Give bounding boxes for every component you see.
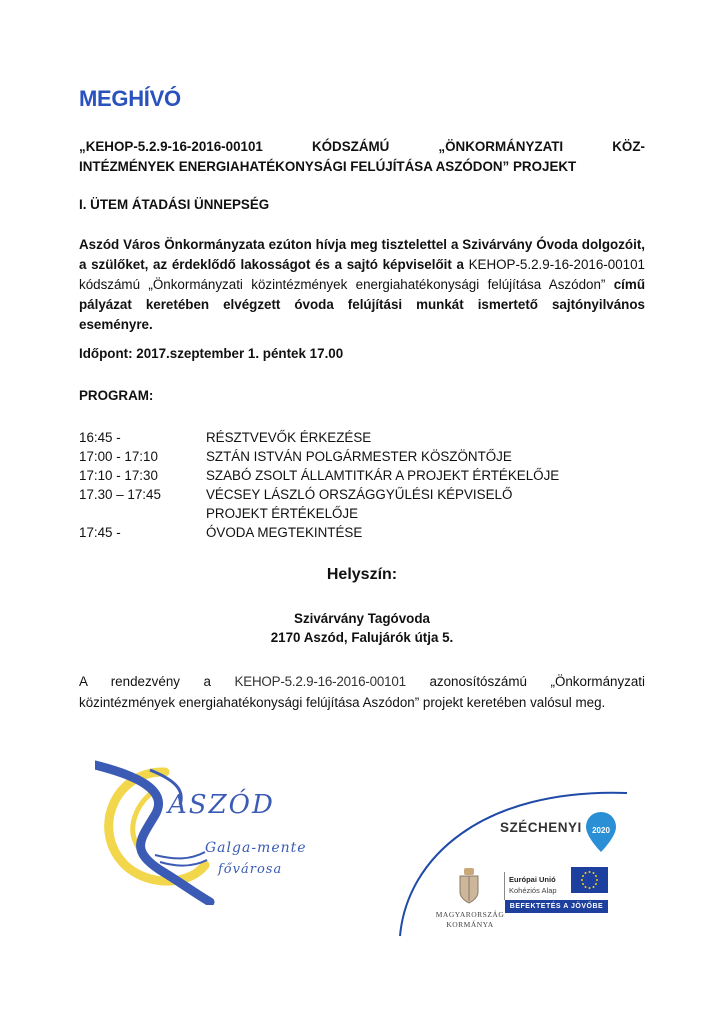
subject-part: KÓDSZÁMÚ <box>311 139 390 154</box>
program-time: 17:45 - <box>79 525 121 540</box>
program-item <box>79 447 645 466</box>
hungarian-coat-of-arms-icon <box>458 868 480 904</box>
program-desc: SZTÁN ISTVÁN POLGÁRMESTER KÖSZÖNTŐJE <box>206 449 512 464</box>
program-desc: SZABÓ ZSOLT ÁLLAMTITKÁR A PROJEKT ÉRTÉKELŐJE <box>206 468 560 483</box>
szechenyi-2020-logo <box>392 768 652 938</box>
subject-line-1 <box>79 137 645 157</box>
invitation-project-ref: KEHOP-5.2.9-16-2016-00101 kódszámú „Önkormányzati közintézmények energiahatékonysági felújítása Aszódon” <box>79 257 646 292</box>
program-item <box>79 466 645 485</box>
program-time: 17:00 - 17:10 <box>79 449 158 464</box>
program-time: 17:10 - 17:30 <box>79 468 158 483</box>
program-desc: RÉSZTVEVŐK ÉRKEZÉSE <box>206 430 372 445</box>
divider <box>504 872 505 900</box>
location-heading: Helyszín: <box>326 566 398 583</box>
page-title: MEGHÍVÓ <box>79 86 181 111</box>
program-time: 16:45 - <box>79 430 121 445</box>
subject-part: „ÖNKORMÁNYZATI <box>438 139 564 154</box>
slogan-banner: BEFEKTETÉS A JÖVŐBE <box>505 900 608 913</box>
subject-heading <box>79 137 645 177</box>
program-item <box>79 523 645 542</box>
footer-text-2: azonosítószámú „Önkormányzati közintézmények energiahatékonysági felújítása Aszódon” projekt keretében valósul meg. <box>79 674 645 710</box>
gov-line-2: KORMÁNYA <box>446 920 494 929</box>
eu-line-1: Európai Unió <box>509 875 556 884</box>
program-list <box>79 428 645 542</box>
section-heading: I. ÜTEM ÁTADÁSI ÜNNEPSÉG <box>79 197 270 212</box>
aszod-tagline-2: fővárosa <box>218 862 283 877</box>
gov-line-1: MAGYARORSZÁG <box>435 910 505 919</box>
footer-text-1: A rendezvény a <box>79 674 235 689</box>
footer-project-code: KEHOP-5.2.9-16-2016-00101 <box>234 674 406 689</box>
aszod-tagline-1: Galga-mente <box>205 840 307 856</box>
aszod-wordmark <box>168 790 275 820</box>
aszod-logo <box>95 760 330 905</box>
invitation-bold-2: című pályázat keretében elvégzett óvoda felújítási munkát ismertető sajtónyilvános eseményre. <box>79 277 645 332</box>
location-address: 2170 Aszód, Falujárók útja 5. <box>270 630 454 645</box>
szechenyi-brand: SZÉCHENYI <box>500 820 582 835</box>
event-time: Időpont: 2017.szeptember 1. péntek 17.00 <box>79 346 344 361</box>
program-heading: PROGRAM: <box>79 388 154 403</box>
location-name: Szivárvány Tagóvoda <box>294 611 430 626</box>
program-item <box>79 485 645 523</box>
program-time: 17.30 – 17:45 <box>79 487 161 502</box>
szechenyi-badge: 2020 <box>592 826 610 835</box>
subject-line-2: INTÉZMÉNYEK ENERGIAHATÉKONYSÁGI FELÚJÍTÁSA ASZÓDON” PROJEKT <box>79 159 577 174</box>
footer-paragraph <box>79 671 645 713</box>
aszod-emblem-icon <box>95 760 330 905</box>
subject-part: KÖZ- <box>612 139 645 154</box>
aszod-wordmark-text: ASZÓD <box>168 790 275 820</box>
invitation-paragraph <box>79 235 645 335</box>
subject-part: „KEHOP-5.2.9-16-2016-00101 <box>79 139 263 154</box>
invitation-bold-1: Aszód Város Önkormányzata ezúton hívja meg tisztelettel a Szivárvány Óvoda dolgozóit, a szülőket, az érdeklődő lakosságot és a sajtó képviselőit a <box>79 237 645 272</box>
eu-flag-icon <box>571 867 608 893</box>
eu-line-2: Kohéziós Alap <box>509 886 557 895</box>
program-item <box>79 428 645 447</box>
program-desc: ÓVODA MEGTEKINTÉSE <box>206 525 363 540</box>
program-desc: VÉCSEY LÁSZLÓ ORSZÁGGYŰLÉSI KÉPVISELŐ PROJEKT ÉRTÉKELŐJE <box>206 487 513 521</box>
